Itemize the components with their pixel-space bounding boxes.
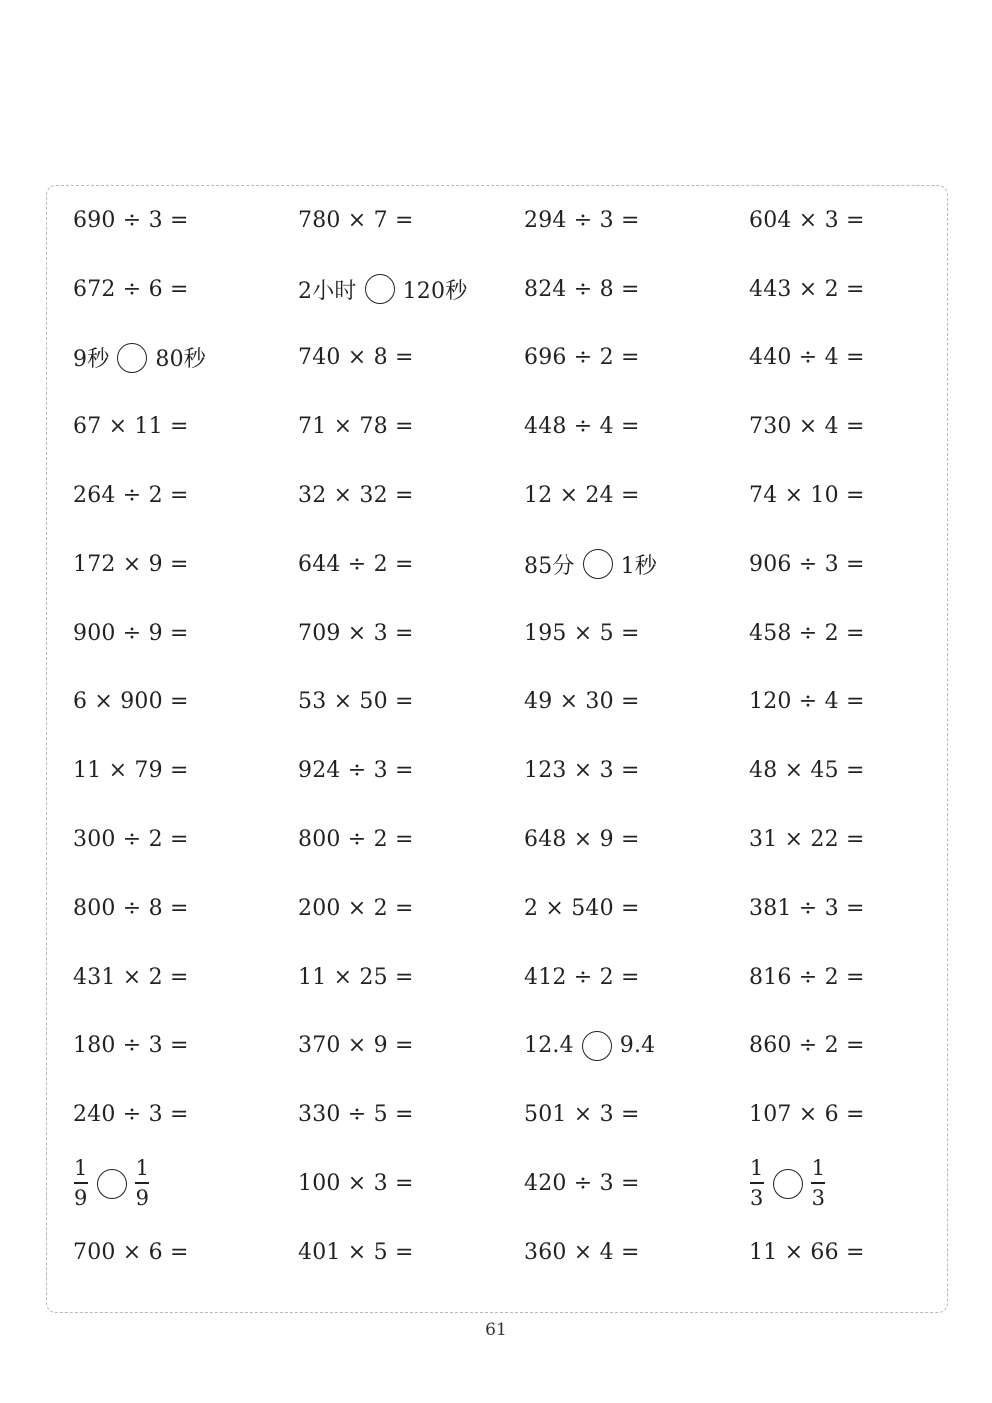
problem-text: 740 × 8 = — [298, 345, 414, 371]
problem-cell — [73, 255, 298, 324]
problem-text: 172 × 9 = — [73, 551, 189, 577]
problem-cell — [524, 1218, 749, 1287]
problem-text: 696 ÷ 2 = — [524, 345, 640, 371]
problem-text: 644 ÷ 2 = — [298, 551, 414, 577]
fraction-denominator: 9 — [74, 1185, 88, 1210]
problem-text: 6 × 900 = — [73, 689, 189, 715]
problem-cell — [749, 324, 953, 393]
comparison-circle[interactable] — [773, 1169, 803, 1199]
problem-cell — [524, 736, 749, 805]
comparison-left: 9秒 — [73, 347, 110, 373]
problem-cell — [73, 1012, 298, 1081]
problem-cell — [524, 1080, 749, 1149]
problem-text: 440 ÷ 4 = — [749, 345, 865, 371]
problem-cell — [73, 1080, 298, 1149]
problem-text: 709 × 3 = — [298, 620, 414, 646]
problem-cell — [749, 530, 953, 599]
problem-cell — [524, 461, 749, 530]
problem-cell — [749, 461, 953, 530]
problem-cell — [73, 186, 298, 255]
problem-cell — [73, 736, 298, 805]
problem-cell — [73, 943, 298, 1012]
problem-cell — [749, 1080, 953, 1149]
problem-cell — [749, 186, 953, 255]
problem-cell — [524, 324, 749, 393]
problem-cell — [298, 1080, 524, 1149]
fraction-denominator: 9 — [135, 1185, 150, 1210]
problem-text: 816 ÷ 2 = — [749, 964, 865, 990]
comparison-circle[interactable] — [97, 1169, 127, 1199]
problem-text: 120 ÷ 4 = — [749, 689, 865, 715]
comparison-circle[interactable] — [365, 274, 395, 304]
problem-cell — [298, 255, 524, 324]
problem-cell — [524, 805, 749, 874]
fraction-denominator: 3 — [811, 1185, 826, 1210]
problem-cell — [749, 943, 953, 1012]
fraction-comparison — [73, 1158, 150, 1208]
problem-text: 53 × 50 = — [298, 689, 414, 715]
problem-cell — [298, 1149, 524, 1218]
problem-cell — [73, 599, 298, 668]
problem-text: 860 ÷ 2 = — [749, 1033, 865, 1059]
problem-text: 300 ÷ 2 = — [73, 827, 189, 853]
problem-text: 107 × 6 = — [749, 1102, 865, 1128]
problem-text: 381 ÷ 3 = — [749, 895, 865, 921]
problem-text: 431 × 2 = — [73, 964, 189, 990]
problem-cell — [749, 599, 953, 668]
comparison-circle[interactable] — [582, 1031, 612, 1061]
fraction-numerator: 1 — [74, 1156, 88, 1181]
problem-text: 648 × 9 = — [524, 827, 640, 853]
problem-text: 2 × 540 = — [524, 895, 640, 921]
problem-text: 900 ÷ 9 = — [73, 620, 189, 646]
problem-cell — [298, 805, 524, 874]
problem-cell — [749, 805, 953, 874]
problem-cell — [524, 943, 749, 1012]
problem-cell — [73, 874, 298, 943]
problem-text: 11 × 79 = — [73, 758, 189, 784]
problem-cell — [524, 392, 749, 461]
comparison-circle[interactable] — [583, 549, 613, 579]
comparison-right: 120秒 — [402, 278, 468, 304]
fraction — [73, 1158, 89, 1208]
problem-text: 67 × 11 = — [73, 414, 189, 440]
problem-cell — [749, 1012, 953, 1081]
problem-cell — [749, 874, 953, 943]
problem-cell — [298, 1012, 524, 1081]
problem-text: 360 × 4 = — [524, 1239, 640, 1265]
comparison-right: 80秒 — [155, 347, 207, 373]
problem-cell — [749, 255, 953, 324]
fraction-comparison — [749, 1158, 826, 1208]
problem-text: 420 ÷ 3 = — [524, 1171, 640, 1197]
problem-text: 11 × 25 = — [298, 964, 414, 990]
problem-text: 195 × 5 = — [524, 620, 640, 646]
problem-text: 458 ÷ 2 = — [749, 620, 865, 646]
problem-cell — [524, 668, 749, 737]
problem-cell — [749, 392, 953, 461]
comparison — [73, 342, 206, 373]
problem-text: 780 × 7 = — [298, 207, 414, 233]
page-number: 61 — [485, 1320, 507, 1340]
problem-cell — [298, 943, 524, 1012]
problem-cell — [73, 324, 298, 393]
problem-text: 330 ÷ 5 = — [298, 1102, 414, 1128]
problem-cell — [298, 599, 524, 668]
problem-cell — [749, 736, 953, 805]
fraction-denominator: 3 — [750, 1185, 764, 1210]
problem-text: 906 ÷ 3 = — [749, 551, 865, 577]
problem-cell — [298, 874, 524, 943]
problem-text: 71 × 78 = — [298, 414, 414, 440]
problem-cell — [749, 1149, 953, 1218]
problem-text: 123 × 3 = — [524, 758, 640, 784]
problem-text: 800 ÷ 8 = — [73, 895, 189, 921]
problem-cell — [524, 874, 749, 943]
comparison-left: 12.4 — [524, 1033, 574, 1059]
problem-cell — [73, 805, 298, 874]
problem-text: 700 × 6 = — [73, 1239, 189, 1265]
problem-text: 924 ÷ 3 = — [298, 758, 414, 784]
comparison-right: 9.4 — [619, 1033, 656, 1059]
problem-cell — [749, 668, 953, 737]
problem-cell — [298, 186, 524, 255]
problem-cell — [298, 1218, 524, 1287]
problem-cell — [73, 461, 298, 530]
problem-cell — [298, 530, 524, 599]
problem-cell — [73, 1218, 298, 1287]
problem-cell — [749, 1218, 953, 1287]
problem-text: 200 × 2 = — [298, 895, 414, 921]
comparison — [524, 549, 657, 580]
problem-cell — [524, 255, 749, 324]
problem-text: 31 × 22 = — [749, 827, 865, 853]
comparison — [298, 274, 467, 305]
comparison-left: 2小时 — [298, 278, 357, 304]
problem-text: 690 ÷ 3 = — [73, 207, 189, 233]
fraction — [135, 1158, 151, 1208]
problem-cell — [524, 530, 749, 599]
problem-text: 370 × 9 = — [298, 1033, 414, 1059]
comparison-left: 85分 — [524, 553, 575, 579]
problem-cell — [298, 668, 524, 737]
comparison — [524, 1031, 655, 1061]
problem-cell — [524, 1012, 749, 1081]
fraction — [811, 1158, 827, 1208]
problem-cell — [524, 1149, 749, 1218]
problem-text: 730 × 4 = — [749, 414, 865, 440]
fraction-numerator: 1 — [135, 1156, 150, 1181]
problem-text: 12 × 24 = — [524, 483, 640, 509]
problem-text: 100 × 3 = — [298, 1171, 414, 1197]
problem-cell — [298, 736, 524, 805]
problem-cell — [298, 324, 524, 393]
problem-text: 48 × 45 = — [749, 758, 865, 784]
problem-text: 401 × 5 = — [298, 1239, 414, 1265]
problem-cell — [524, 186, 749, 255]
problem-text: 443 × 2 = — [749, 276, 865, 302]
problem-text: 240 ÷ 3 = — [73, 1102, 189, 1128]
fraction — [749, 1158, 765, 1208]
problem-text: 448 ÷ 4 = — [524, 414, 640, 440]
problem-text: 49 × 30 = — [524, 689, 640, 715]
problem-cell — [73, 1149, 298, 1218]
problem-text: 501 × 3 = — [524, 1102, 640, 1128]
problem-cell — [73, 668, 298, 737]
comparison-right: 1秒 — [620, 553, 658, 579]
problem-text: 412 ÷ 2 = — [524, 964, 640, 990]
problem-cell — [524, 599, 749, 668]
worksheet-frame — [46, 185, 948, 1313]
problem-text: 11 × 66 = — [749, 1239, 865, 1265]
problem-text: 824 ÷ 8 = — [524, 276, 640, 302]
problem-text: 672 ÷ 6 = — [73, 276, 189, 302]
comparison-circle[interactable] — [117, 343, 147, 373]
problem-text: 294 ÷ 3 = — [524, 207, 640, 233]
problem-text: 74 × 10 = — [749, 483, 865, 509]
problem-cell — [73, 392, 298, 461]
problem-grid — [73, 186, 953, 1287]
problem-cell — [298, 392, 524, 461]
problem-cell — [298, 461, 524, 530]
problem-text: 32 × 32 = — [298, 483, 414, 509]
problem-text: 800 ÷ 2 = — [298, 827, 414, 853]
fraction-numerator: 1 — [811, 1156, 826, 1181]
problem-cell — [73, 530, 298, 599]
problem-text: 264 ÷ 2 = — [73, 483, 189, 509]
problem-text: 180 ÷ 3 = — [73, 1033, 189, 1059]
fraction-numerator: 1 — [750, 1156, 764, 1181]
problem-text: 604 × 3 = — [749, 207, 865, 233]
